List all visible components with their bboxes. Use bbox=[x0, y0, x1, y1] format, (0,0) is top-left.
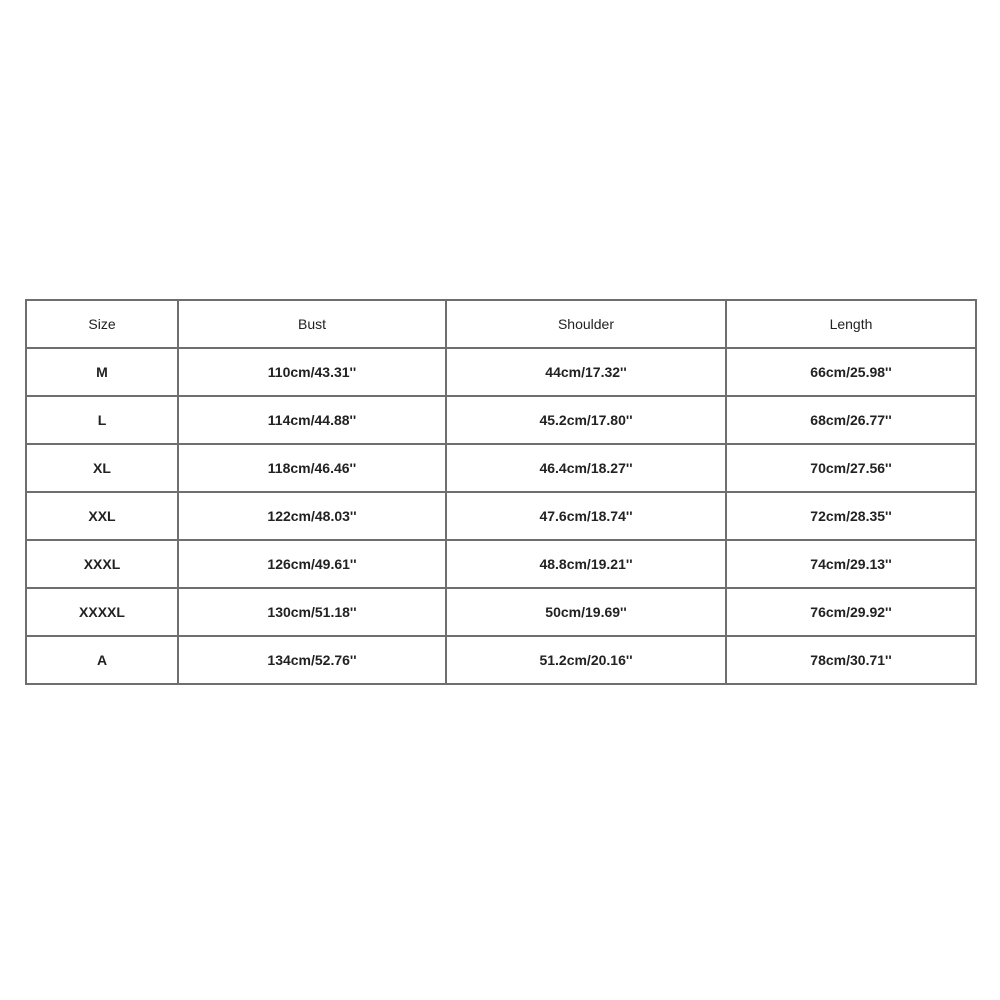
bust-cell: 130cm/51.18'' bbox=[178, 588, 446, 636]
shoulder-cell: 44cm/17.32'' bbox=[446, 348, 726, 396]
shoulder-cell: 50cm/19.69'' bbox=[446, 588, 726, 636]
bust-cell: 126cm/49.61'' bbox=[178, 540, 446, 588]
table-row bbox=[26, 348, 976, 396]
bust-cell: 118cm/46.46'' bbox=[178, 444, 446, 492]
shoulder-cell: 48.8cm/19.21'' bbox=[446, 540, 726, 588]
table-row bbox=[26, 588, 976, 636]
length-cell: 78cm/30.71'' bbox=[726, 636, 976, 684]
table-row bbox=[26, 636, 976, 684]
header-size: Size bbox=[26, 300, 178, 348]
bust-cell: 122cm/48.03'' bbox=[178, 492, 446, 540]
bust-cell: 114cm/44.88'' bbox=[178, 396, 446, 444]
size-cell: M bbox=[26, 348, 178, 396]
length-cell: 76cm/29.92'' bbox=[726, 588, 976, 636]
length-cell: 72cm/28.35'' bbox=[726, 492, 976, 540]
shoulder-cell: 51.2cm/20.16'' bbox=[446, 636, 726, 684]
table-row bbox=[26, 396, 976, 444]
table-row bbox=[26, 444, 976, 492]
table-header-row bbox=[26, 300, 976, 348]
shoulder-cell: 45.2cm/17.80'' bbox=[446, 396, 726, 444]
header-shoulder: Shoulder bbox=[446, 300, 726, 348]
table-row bbox=[26, 540, 976, 588]
length-cell: 68cm/26.77'' bbox=[726, 396, 976, 444]
length-cell: 66cm/25.98'' bbox=[726, 348, 976, 396]
size-cell: A bbox=[26, 636, 178, 684]
length-cell: 74cm/29.13'' bbox=[726, 540, 976, 588]
size-cell: L bbox=[26, 396, 178, 444]
bust-cell: 134cm/52.76'' bbox=[178, 636, 446, 684]
length-cell: 70cm/27.56'' bbox=[726, 444, 976, 492]
shoulder-cell: 46.4cm/18.27'' bbox=[446, 444, 726, 492]
header-length: Length bbox=[726, 300, 976, 348]
table-row bbox=[26, 492, 976, 540]
size-chart-table bbox=[25, 299, 977, 685]
size-cell: XXXL bbox=[26, 540, 178, 588]
header-bust: Bust bbox=[178, 300, 446, 348]
size-cell: XL bbox=[26, 444, 178, 492]
bust-cell: 110cm/43.31'' bbox=[178, 348, 446, 396]
shoulder-cell: 47.6cm/18.74'' bbox=[446, 492, 726, 540]
size-cell: XXL bbox=[26, 492, 178, 540]
size-cell: XXXXL bbox=[26, 588, 178, 636]
